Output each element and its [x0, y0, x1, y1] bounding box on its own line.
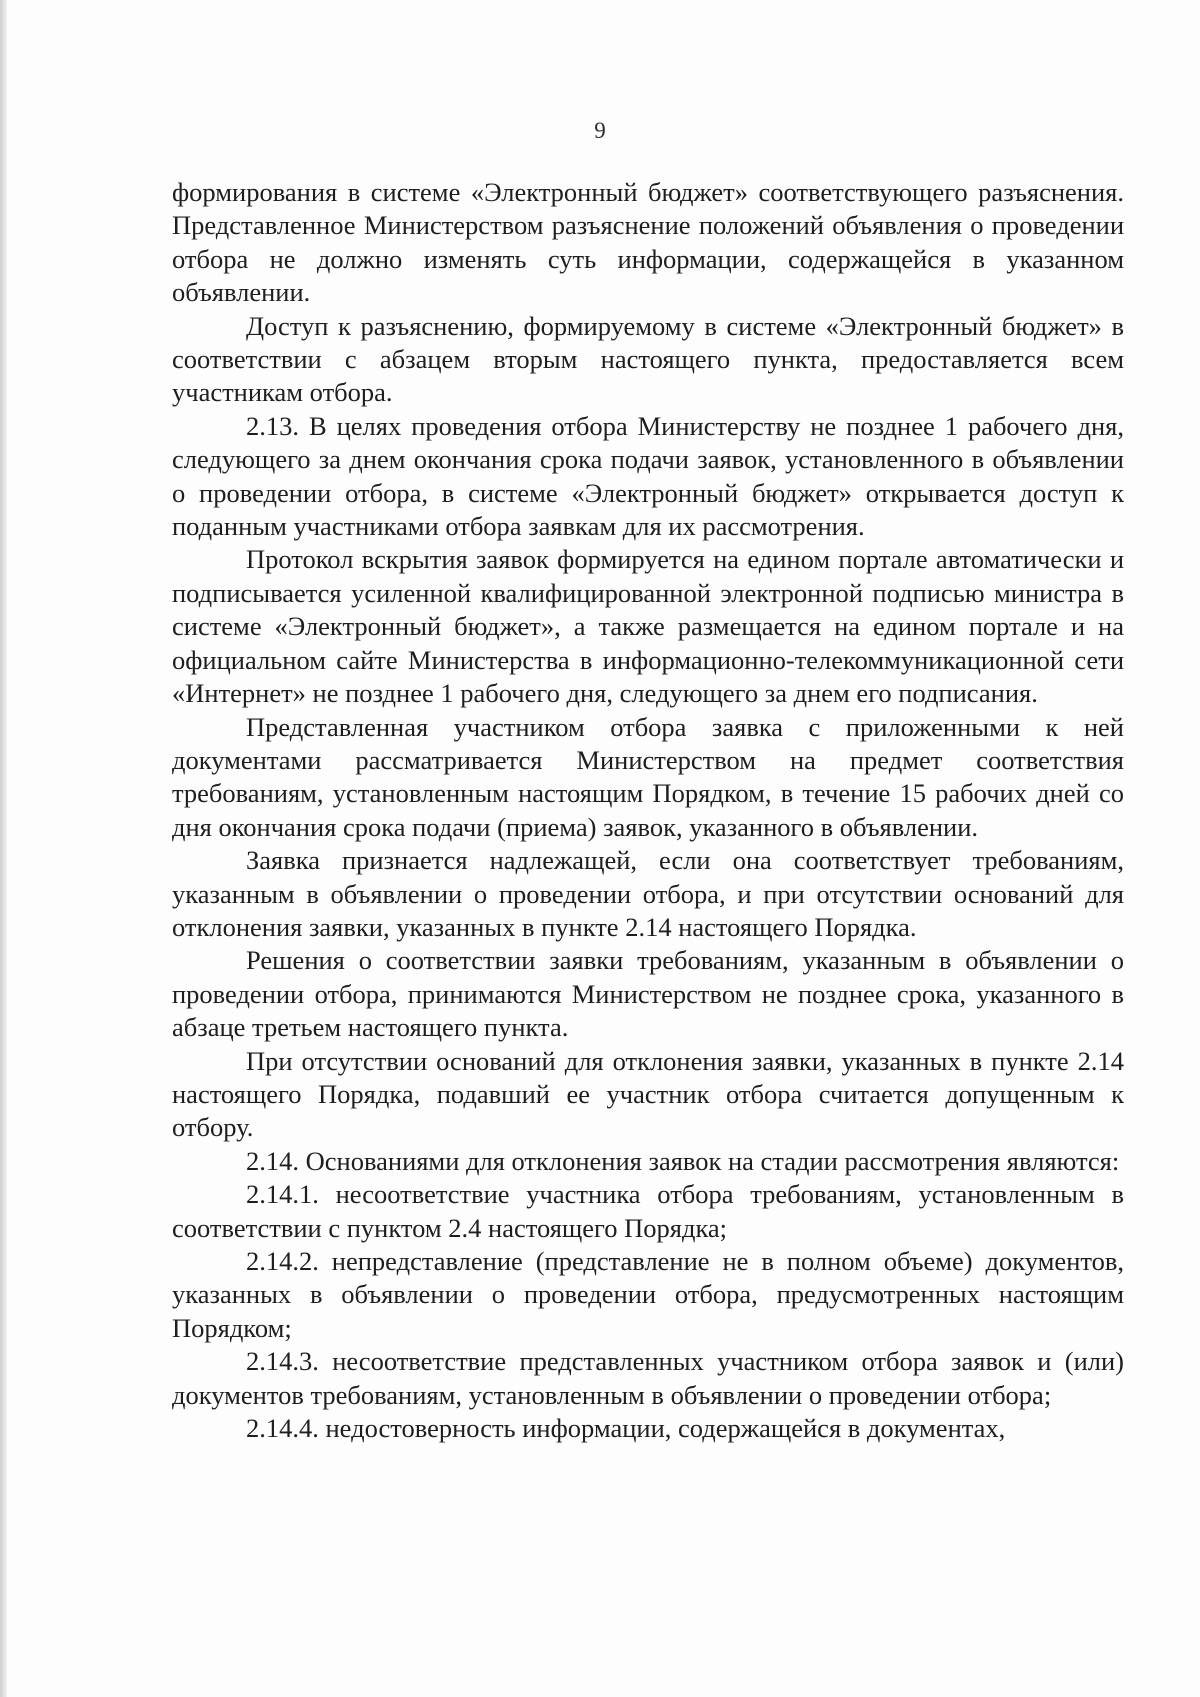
paragraph: формирования в системе «Электронный бюджет» соответствующего разъяснения. Представленное Министерством разъяснение положений объявления о проведении отбора не должно изменять суть информации, содержащейся в указанном объявлении. — [172, 177, 1124, 308]
paragraph: Протокол вскрытия заявок формируется на едином портале автоматически и подписывается усиленной квалифицированной электронной подписью министра в системе «Электронный бюджет», а также размещается на едином портале и на официальном сайте Министерства в информационно-телекоммуникационной сети «Интернет» не позднее 1 рабочего дня, следующего за днем его подписания. — [172, 544, 1124, 709]
page-number: 9 — [594, 118, 606, 143]
list-item-2-14-1: 2.14.1. несоответствие участника отбора требованиям, установленным в соответствии с пунктом 2.4 настоящего Порядка; — [172, 1179, 1124, 1243]
document-body — [172, 176, 1124, 1445]
scan-edge — [0, 0, 7, 1697]
paragraph: Решения о соответствии заявки требованиям, указанным в объявлении о проведении отбора, принимаются Министерством не позднее срока, указанного в абзаце третьем настоящего пункта. — [172, 945, 1124, 1043]
paragraph-section-2-14: 2.14. Основаниями для отклонения заявок на стадии рассмотрения являются: — [246, 1145, 1120, 1176]
paragraph: Заявка признается надлежащей, если она соответствует требованиям, указанным в объявлении о проведении отбора, и при отсутствии оснований для отклонения заявки, указанных в пункте 2.14 настоящего Порядка. — [172, 845, 1124, 942]
list-item-2-14-2: 2.14.2. непредставление (представление не в полном объеме) документов, указанных в объявлении о проведении отбора, предусмотренных настоящим Порядком; — [172, 1246, 1124, 1343]
paragraph: При отсутствии оснований для отклонения заявки, указанных в пункте 2.14 настоящего Порядка, подавший ее участник отбора считается допущенным к отбору. — [172, 1045, 1124, 1143]
paragraph: Представленная участником отбора заявка с приложенными к ней документами рассматривается Министерством на предмет соответствия требованиям, установленным настоящим Порядком, в течение 15 рабочих дней со дня окончания срока подачи (приема) заявок, указанного в объявлении. — [172, 711, 1124, 842]
paragraph-section-2-13: 2.13. В целях проведения отбора Министерству не позднее 1 рабочего дня, следующего за днем окончания срока подачи заявок, установленного в объявлении о проведении отбора, в системе «Электронный бюджет» открывается доступ к поданным участниками отбора заявкам для их рассмотрения. — [172, 410, 1124, 542]
list-item-2-14-3: 2.14.3. несоответствие представленных участником отбора заявок и (или) документов требованиям, установленным в объявлении о проведении отбора; — [172, 1346, 1124, 1410]
list-item-2-14-4: 2.14.4. недостоверность информации, содержащейся в документах, — [246, 1413, 1006, 1444]
paragraph: Доступ к разъяснению, формируемому в системе «Электронный бюджет» в соответствии с абзацем вторым настоящего пункта, предоставляется всем участникам отбора. — [172, 310, 1124, 408]
